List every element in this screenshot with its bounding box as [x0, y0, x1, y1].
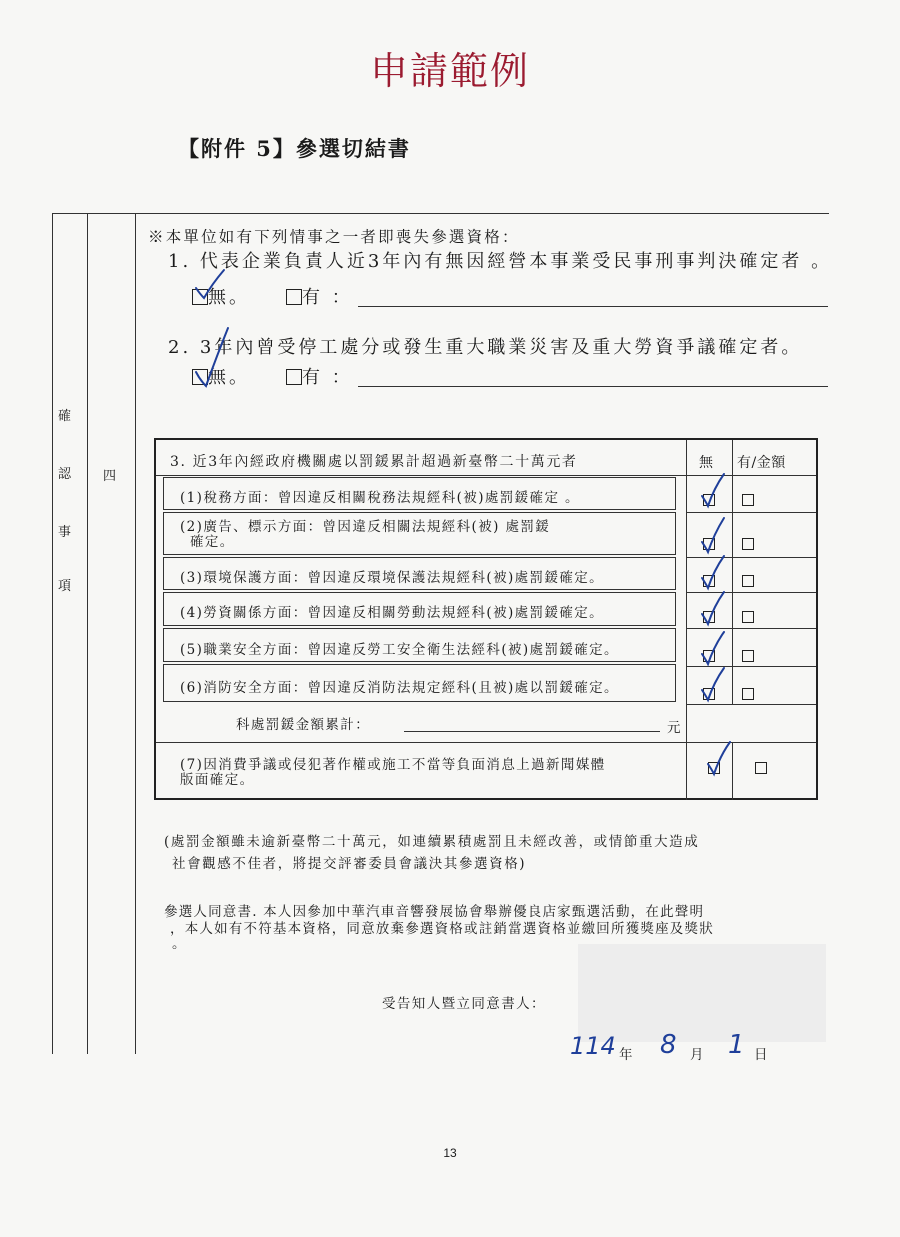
- checkbox-yes-5[interactable]: [742, 650, 754, 662]
- item2-no-option[interactable]: [192, 363, 250, 389]
- date-day: 1: [728, 1030, 745, 1060]
- checkbox-yes-7[interactable]: [755, 762, 767, 774]
- col-yes-header: 有/金額: [737, 455, 786, 471]
- checkbox-no-1[interactable]: [703, 494, 715, 506]
- item2-yes-option[interactable]: [286, 363, 353, 389]
- item2-text: 2. 3年內曾受停工處分或發生重大職業災害及重大勞資爭議確定者。: [168, 337, 803, 358]
- row-text: (5)職業安全方面：曾因違反勞工安全衛生法經科(被)處罰鍰確定。: [180, 642, 619, 658]
- date-day-unit: 日: [754, 1047, 769, 1063]
- table-row-line: [686, 512, 816, 513]
- checkbox-no-2[interactable]: [703, 538, 715, 550]
- section-number: 四: [103, 469, 117, 484]
- item1-no-option[interactable]: [192, 283, 250, 309]
- date-year: 114: [570, 1032, 616, 1060]
- date-month: 8: [660, 1030, 677, 1060]
- table-col-divider: [686, 440, 687, 800]
- checkbox-yes-3[interactable]: [742, 575, 754, 587]
- column-divider: [135, 213, 136, 1054]
- option-label: 有 ：: [302, 367, 353, 388]
- checkbox-yes-2[interactable]: [742, 538, 754, 550]
- page-number: 13: [443, 1146, 457, 1160]
- option-label: 有 ：: [302, 287, 353, 308]
- checkbox-no-5[interactable]: [703, 650, 715, 662]
- row-text-line2: 確定。: [190, 534, 235, 550]
- signer-label: 受告知人暨立同意書人：: [382, 996, 546, 1012]
- table-row-line: [156, 475, 816, 476]
- redacted-signature: [578, 944, 826, 1042]
- row-text: (6)消防安全方面：曾因違反消防法規定經科(且被)處以罰鍰確定。: [180, 680, 619, 696]
- checkbox-yes-1[interactable]: [742, 494, 754, 506]
- row-text: (1)稅務方面：曾因違反相關稅務法規經科(被)處罰鍰確定 。: [180, 490, 580, 506]
- item2-answer-line: [358, 386, 828, 387]
- item1-answer-line: [358, 306, 828, 307]
- row-text: (2)廣告、標示方面：曾因違反相關法規經科(被) 處罰鍰: [180, 519, 551, 535]
- side-label-char: 事: [58, 525, 72, 540]
- option-label: 無。: [208, 367, 250, 388]
- total-unit: 元: [667, 720, 682, 736]
- table-header: 3. 近3年內經政府機關處以罰鍰累計超過新臺幣二十萬元者: [170, 454, 578, 470]
- note-line-2: 社會觀感不佳者，將提交評審委員會議決其參選資格): [172, 856, 527, 872]
- checkbox[interactable]: [192, 369, 208, 385]
- table-row-line: [686, 628, 816, 629]
- row-text: (3)環境保護方面：曾因違反環境保護法規經科(被)處罰鍰確定。: [180, 570, 605, 586]
- checkbox[interactable]: [286, 369, 302, 385]
- column-divider: [87, 213, 88, 1054]
- checkbox-no-6[interactable]: [703, 688, 715, 700]
- option-label: 無。: [208, 287, 250, 308]
- checkbox-no-7[interactable]: [708, 762, 720, 774]
- item1-yes-option[interactable]: [286, 283, 353, 309]
- table-row-line: [686, 592, 816, 593]
- checkbox-yes-6[interactable]: [742, 688, 754, 700]
- note-line-1: (處罰金額雖未逾新臺幣二十萬元，如連續累積處罰且未經改善，或情節重大造成: [164, 834, 700, 850]
- page-heading: 申請範例: [369, 49, 530, 93]
- table-row-line: [156, 742, 816, 743]
- checkbox-no-4[interactable]: [703, 611, 715, 623]
- row-text: (4)勞資關係方面：曾因違反相關勞動法規經科(被)處罰鍰確定。: [180, 605, 605, 621]
- row7-text-line2: 版面確定。: [180, 772, 255, 788]
- date-month-unit: 月: [690, 1047, 705, 1063]
- table-row-line: [686, 557, 816, 558]
- attachment-title: 【附件 5】參選切結書: [178, 136, 411, 161]
- consent-line-3: 。: [172, 936, 187, 952]
- date-year-unit: 年: [619, 1047, 634, 1063]
- checkbox-no-3[interactable]: [703, 575, 715, 587]
- top-border: [52, 213, 829, 214]
- total-answer-line: [404, 731, 660, 732]
- item1-text: 1. 代表企業負責人近3年內有無因經營本事業受民事刑事判決確定者 。: [168, 251, 833, 272]
- checkbox[interactable]: [286, 289, 302, 305]
- side-label-char: 確: [58, 409, 72, 424]
- side-label-char: 項: [58, 579, 72, 594]
- intro-text: ※本單位如有下列情事之一者即喪失參選資格：: [148, 228, 520, 246]
- checkbox[interactable]: [192, 289, 208, 305]
- checkbox-yes-4[interactable]: [742, 611, 754, 623]
- table-col-divider: [732, 742, 733, 800]
- table-row-line: [686, 666, 816, 667]
- row7-text: (7)因消費爭議或侵犯著作權或施工不當等負面消息上過新聞媒體: [180, 757, 606, 773]
- consent-line-1: 參選人同意書. 本人因參加中華汽車音響發展協會舉辦優良店家甄選活動，在此聲明: [164, 904, 705, 920]
- col-no-header: 無: [699, 455, 715, 471]
- consent-line-2: ，本人如有不符基本資格，同意放棄參選資格或註銷當選資格並繳回所獲獎座及獎狀: [170, 921, 714, 937]
- table-row-line: [686, 704, 816, 705]
- total-label: 科處罰鍰金額累計：: [236, 717, 371, 733]
- side-label-char: 認: [58, 467, 72, 482]
